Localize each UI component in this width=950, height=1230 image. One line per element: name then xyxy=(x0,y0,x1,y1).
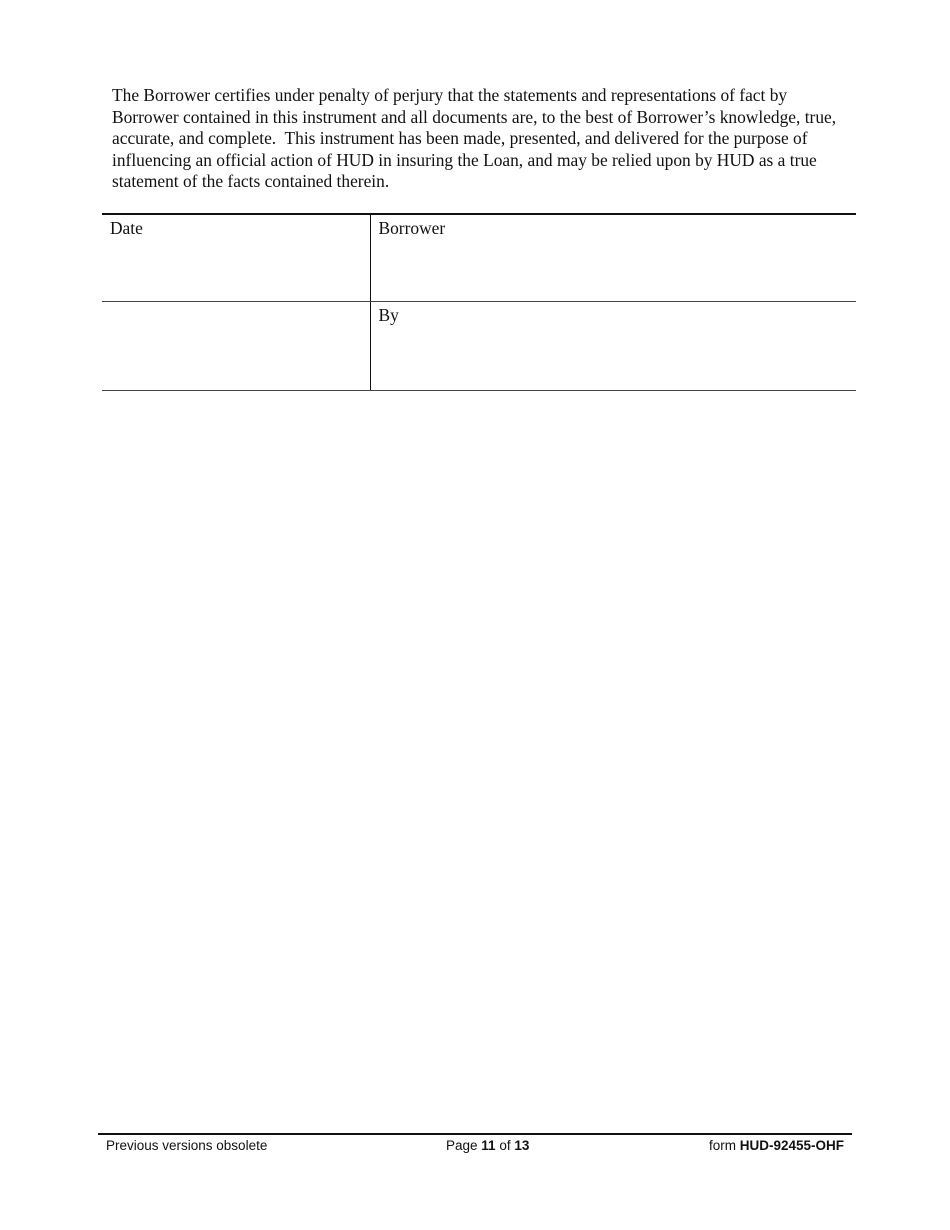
date-label: Date xyxy=(110,218,143,238)
footer-form-id xyxy=(709,1138,844,1153)
form-prefix: form xyxy=(708,1138,740,1153)
borrower-cell[interactable] xyxy=(370,214,856,301)
by-cell[interactable] xyxy=(370,301,856,390)
page-current: 11 xyxy=(481,1138,496,1153)
page-prefix: Page xyxy=(446,1138,482,1153)
footer-obsolete-note: Previous versions obsolete xyxy=(106,1138,268,1153)
certification-paragraph: The Borrower certifies under penalty of perjury that the statements and representations of fact by Borrower contained in this instrument and all documents are, to the best of Borrower’s knowledge, true, accurate, and complete. This instrument has been made, presented, and delivered for the purpose of influencing an official action of HUD in insuring the Loan, and may be relied upon by HUD as a true statement of the facts contained therein. xyxy=(112,85,841,191)
page-footer xyxy=(98,1133,852,1157)
by-label: By xyxy=(378,304,399,325)
signature-row-borrower xyxy=(102,214,856,301)
empty-date-cell[interactable] xyxy=(102,301,370,390)
page-total: 13 xyxy=(514,1138,530,1153)
signature-row-by xyxy=(102,301,856,390)
form-number: HUD-92455-OHF xyxy=(739,1138,844,1153)
footer-page-number xyxy=(446,1138,529,1153)
date-cell[interactable] xyxy=(102,214,370,301)
signature-table xyxy=(102,213,856,391)
borrower-label: Borrower xyxy=(378,218,446,238)
page-of: of xyxy=(495,1138,515,1153)
